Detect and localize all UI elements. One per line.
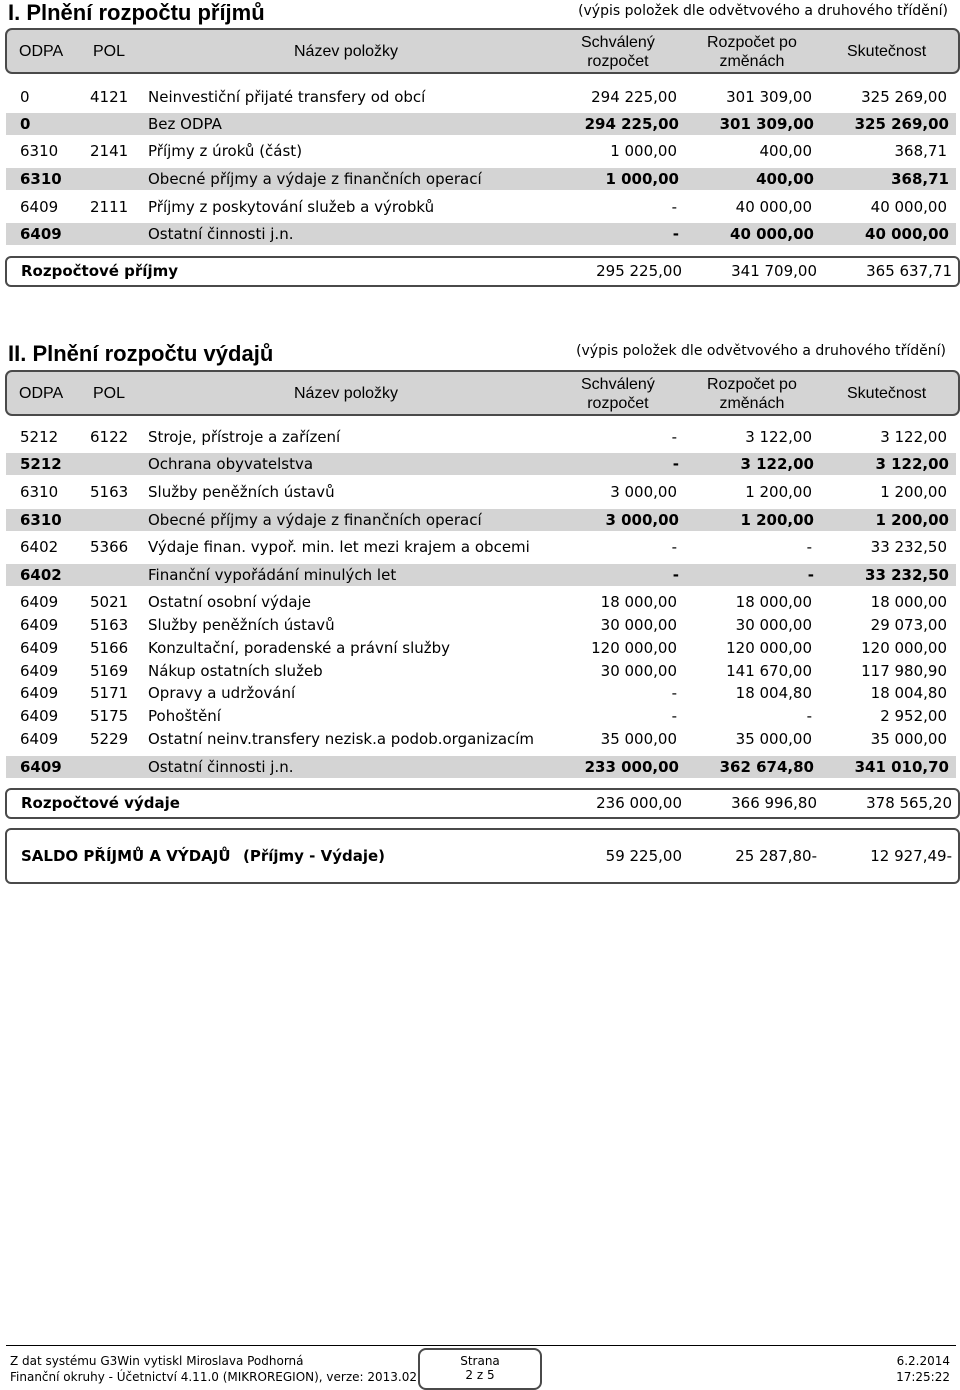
cell-odpa: 6409 [20,730,59,748]
cell-pol: 2111 [90,198,129,216]
cell-actual: 117 980,90 [861,662,947,680]
cell-actual: 33 232,50 [865,566,949,584]
cell-approved: - [672,225,679,243]
cell-name: Obecné příjmy a výdaje z finančních operací [148,511,482,529]
cell-approved: - [671,428,677,446]
total-actual: 378 565,20 [866,794,952,812]
cell-odpa: 5212 [20,428,59,446]
cell-odpa: 6409 [20,758,62,776]
header-pol: POL [93,385,126,402]
subtotal-row [6,509,956,531]
cell-approved: - [671,684,677,702]
cell-pol: 5163 [90,616,129,634]
table-row [0,660,960,682]
subtotal-row [6,223,956,245]
total-approved: 295 225,00 [596,262,682,280]
cell-adjusted: - [806,538,812,556]
header-approved-line2: rozpočet [587,53,649,70]
header-odpa: ODPA [19,385,64,402]
total-adjusted: 366 996,80 [731,794,817,812]
cell-name: Služby peněžních ústavů [148,483,335,501]
cell-actual: 1 200,00 [875,511,949,529]
table-row [0,591,960,613]
cell-adjusted: 301 309,00 [719,115,814,133]
subtotal-row [6,113,956,135]
cell-actual: 3 122,00 [875,455,949,473]
cell-adjusted: 40 000,00 [735,198,812,216]
footer-time: 17:25:22 [896,1370,950,1384]
cell-odpa: 5212 [20,455,62,473]
cell-adjusted: 301 309,00 [726,88,812,106]
cell-actual: 35 000,00 [870,730,947,748]
cell-approved: 294 225,00 [584,115,679,133]
cell-actual: 29 073,00 [870,616,947,634]
cell-name: Konzultační, poradenské a právní služby [148,639,451,657]
table-row [0,536,960,558]
cell-odpa: 6402 [20,566,62,584]
cell-pol: 5166 [90,639,129,657]
page-indicator [418,1348,542,1390]
cell-actual: 40 000,00 [865,225,949,243]
header-actual: Skutečnost [847,385,927,402]
cell-name: Ochrana obyvatelstva [148,455,314,473]
cell-name: Finanční vypořádání minulých let [148,566,397,584]
header-adjusted [707,33,797,71]
cell-name: Služby peněžních ústavů [148,616,335,634]
subtotal-row [6,168,956,190]
total-adjusted: 341 709,00 [731,262,817,280]
section1-title: I. Plnění rozpočtu příjmů [8,0,265,25]
cell-pol: 5021 [90,593,129,611]
header-approved-line1: Schválený [581,34,655,51]
cell-odpa: 6409 [20,225,62,243]
cell-approved: 3 000,00 [605,511,679,529]
cell-actual: 3 122,00 [880,428,947,446]
cell-approved: 3 000,00 [610,483,677,501]
cell-approved: 1 000,00 [610,142,677,160]
cell-adjusted: 362 674,80 [719,758,814,776]
table-row [0,426,960,448]
cell-name: Nákup ostatních služeb [148,662,323,680]
subtotal-row [6,564,956,586]
cell-odpa: 6409 [20,593,59,611]
header-adjusted-line1: Rozpočet po [707,376,797,393]
header-adjusted-line2: změnách [719,53,785,70]
cell-odpa: 6409 [20,707,59,725]
saldo-approved: 59 225,00 [605,847,682,865]
saldo-actual: 12 927,49- [870,847,952,865]
cell-actual: 120 000,00 [861,639,947,657]
cell-adjusted: 400,00 [759,142,812,160]
cell-pol: 5169 [90,662,129,680]
cell-pol: 5163 [90,483,129,501]
page-label: Strana [460,1354,500,1368]
cell-actual: 18 004,80 [870,684,947,702]
cell-odpa: 6409 [20,662,59,680]
footer-divider [6,1345,956,1346]
table-row [0,86,960,108]
header-approved-line2: rozpočet [587,395,649,412]
cell-approved: - [672,566,679,584]
cell-name: Ostatní neinv.transfery nezisk.a podob.organizacím [148,730,535,748]
cell-actual: 18 000,00 [870,593,947,611]
header-pol: POL [93,43,126,60]
cell-pol: 5171 [90,684,129,702]
section2-subtitle: (výpis položek dle odvětvového a druhového třídění) [576,343,946,359]
section1-table-header [5,28,960,74]
cell-name: Obecné příjmy a výdaje z finančních operací [148,170,482,188]
cell-name: Ostatní činnosti j.n. [148,758,294,776]
table-row [0,728,960,750]
cell-pol: 5175 [90,707,129,725]
cell-adjusted: 18 004,80 [735,684,812,702]
total-approved: 236 000,00 [596,794,682,812]
cell-pol: 2141 [90,142,129,160]
total-actual: 365 637,71 [866,262,952,280]
cell-odpa: 6310 [20,142,59,160]
cell-adjusted: 30 000,00 [735,616,812,634]
cell-adjusted: 141 670,00 [726,662,812,680]
cell-approved: 18 000,00 [600,593,677,611]
cell-odpa: 6409 [20,639,59,657]
header-adjusted-line2: změnách [719,395,785,412]
cell-approved: 30 000,00 [600,616,677,634]
cell-actual: 368,71 [894,142,947,160]
cell-approved: - [671,198,677,216]
cell-approved: 120 000,00 [591,639,677,657]
cell-actual: 368,71 [891,170,949,188]
cell-odpa: 6310 [20,483,59,501]
cell-adjusted: - [806,707,812,725]
header-odpa: ODPA [19,43,64,60]
cell-odpa: 0 [20,88,30,106]
cell-name: Neinvestiční přijaté transfery od obcí [148,88,426,106]
cell-approved: 35 000,00 [600,730,677,748]
header-actual: Skutečnost [847,43,927,60]
cell-odpa: 6402 [20,538,59,556]
cell-name: Výdaje finan. vypoř. min. let mezi krajem a obcemi [148,538,530,556]
cell-approved: 294 225,00 [591,88,677,106]
cell-approved: 1 000,00 [605,170,679,188]
header-approved [581,33,655,71]
table-row [0,481,960,503]
saldo-sub: (Příjmy - Výdaje) [243,847,386,865]
cell-adjusted: 18 000,00 [735,593,812,611]
cell-adjusted: 3 122,00 [740,455,814,473]
cell-odpa: 6409 [20,616,59,634]
cell-actual: 2 952,00 [880,707,947,725]
cell-odpa: 6409 [20,198,59,216]
footer-date: 6.2.2014 [896,1354,950,1368]
header-approved [581,375,655,413]
cell-approved: - [671,538,677,556]
cell-name: Ostatní činnosti j.n. [148,225,294,243]
cell-name: Příjmy z poskytování služeb a výrobků [148,198,435,216]
table-row [0,682,960,704]
subtotal-row [6,453,956,475]
section2-total [5,788,960,819]
cell-actual: 341 010,70 [854,758,949,776]
cell-actual: 325 269,00 [854,115,949,133]
cell-odpa: 6310 [20,170,62,188]
cell-pol: 4121 [90,88,129,106]
table-row [0,614,960,636]
header-adjusted-line1: Rozpočet po [707,34,797,51]
cell-name: Bez ODPA [148,115,222,133]
section1-total [5,256,960,287]
cell-actual: 1 200,00 [880,483,947,501]
cell-odpa: 6310 [20,511,62,529]
cell-approved: - [672,455,679,473]
cell-pol: 5366 [90,538,129,556]
cell-name: Opravy a udržování [148,684,296,702]
section2-table-header [5,370,960,416]
cell-actual: 40 000,00 [870,198,947,216]
cell-name: Příjmy z úroků (část) [148,142,303,160]
table-row [0,196,960,218]
cell-approved: - [671,707,677,725]
cell-adjusted: 120 000,00 [726,639,812,657]
cell-adjusted: 40 000,00 [730,225,814,243]
saldo-box [5,828,960,884]
cell-actual: 33 232,50 [870,538,947,556]
cell-name: Ostatní osobní výdaje [148,593,312,611]
cell-pol: 6122 [90,428,129,446]
total-label: Rozpočtové výdaje [21,794,180,812]
section2-title: II. Plnění rozpočtu výdajů [8,341,274,366]
cell-adjusted: 1 200,00 [745,483,812,501]
cell-adjusted: 1 200,00 [740,511,814,529]
table-row [0,705,960,727]
table-row [0,140,960,162]
cell-name: Pohoštění [148,707,221,725]
cell-approved: 30 000,00 [600,662,677,680]
cell-adjusted: 3 122,00 [745,428,812,446]
header-name: Název položky [294,385,399,402]
saldo-adjusted: 25 287,80- [735,847,817,865]
cell-name: Stroje, přístroje a zařízení [148,428,341,446]
subtotal-row [6,756,956,778]
footer-line1: Z dat systému G3Win vytiskl Miroslava Podhorná [10,1354,304,1368]
cell-approved: 233 000,00 [584,758,679,776]
section1-subtitle: (výpis položek dle odvětvového a druhového třídění) [578,3,948,19]
cell-actual: 325 269,00 [861,88,947,106]
header-adjusted [707,375,797,413]
cell-adjusted: 400,00 [756,170,814,188]
saldo-label: SALDO PŘÍJMŮ A VÝDAJŮ [21,847,231,865]
page-value: 2 z 5 [465,1368,495,1382]
total-label: Rozpočtové příjmy [21,262,178,280]
table-row [0,637,960,659]
cell-odpa: 6409 [20,684,59,702]
cell-adjusted: - [807,566,814,584]
header-name: Název položky [294,43,399,60]
cell-adjusted: 35 000,00 [735,730,812,748]
footer-line2: Finanční okruhy - Účetnictví 4.11.0 (MIKROREGION), verze: 2013.02 [10,1370,418,1384]
cell-pol: 5229 [90,730,129,748]
header-approved-line1: Schválený [581,376,655,393]
cell-odpa: 0 [20,115,31,133]
